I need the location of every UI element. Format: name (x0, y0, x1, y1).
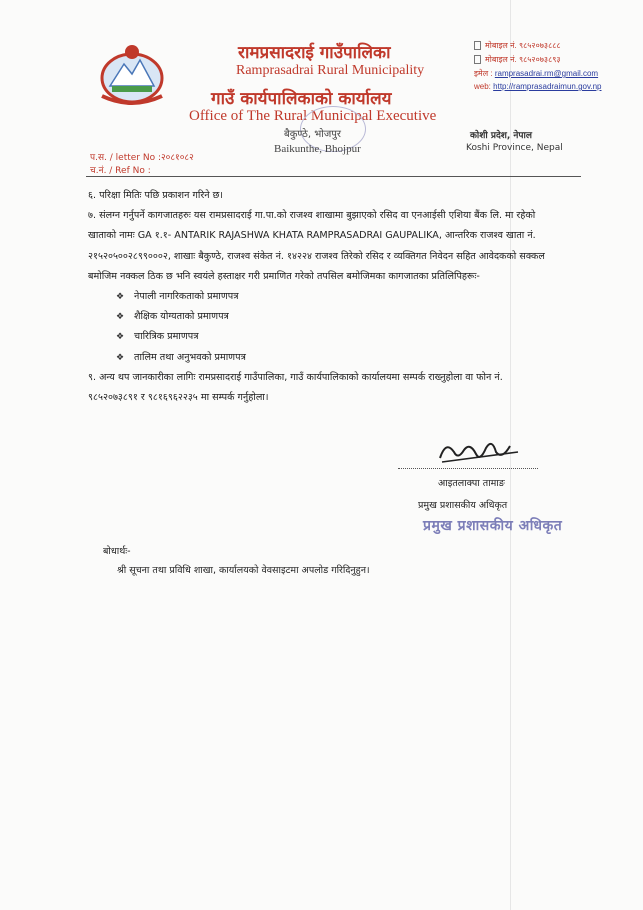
address-english: Baikunthe, Bhojpur (274, 143, 361, 155)
list-item: ❖ शैक्षिक योग्यताको प्रमाणपत्र (116, 307, 566, 327)
item-exam-date: ६. परिक्षा मितिः पछि प्रकाशन गरिने छ। (88, 190, 223, 201)
handwritten-signature (432, 432, 532, 468)
contact-phones: ९८५२०७३८९१ र ९८१६९६२२३५ मा सम्पर्क गर्नुहोला। (88, 392, 269, 404)
web-line: web: http://ramprasadraimun.gov.np (474, 82, 602, 91)
signature-line (398, 468, 538, 469)
phone-icon (474, 41, 481, 50)
address-nepali: बैकुण्ठे, भोजपुर (284, 129, 342, 140)
office-name-english: Office of The Rural Municipal Executive (189, 108, 437, 124)
province-nepali: कोशी प्रदेश, नेपाल (470, 131, 532, 141)
header-divider (86, 176, 581, 177)
nepal-emblem-icon (92, 40, 172, 110)
official-stamp: प्रमुख प्रशासकीय अधिकृत (423, 518, 563, 534)
email-line: इमेल : ramprasadrai.rm@gmail.com (474, 69, 599, 78)
list-item: ❖ चारित्रिक प्रमाणपत्र (116, 327, 566, 347)
item-documents: ७. संलग्न गर्नुपर्ने कागजातहरुः यस रामप्रसादराई गा.पा.को राजश्व शाखामा बुझाएको रसिद वा एनआईसी एशिया बैंक लि. मा रहेको खाताको नामः GA १.१- ANTARIK RAJASHWA KHATA RAMPRASADRAI GAUPALIKA, आन्तरिक राजश्व खाता नं. २१५२०५००२८९९०००२, शाखाः बैकुण्ठे, राजश्व संकेत नं. १४२२४ राजश्व तिरेको रसिद र व्यक्तिगत निवेदन सहित आवेदकको सक्कल बमोजिम नक्कल ठिक छ भनि स्वयंले हस्ताक्षर गरी प्रमाणित गरेको तपसिल बमोजिमका कागजातका प्रतिलिपिहरूः- (88, 210, 545, 282)
signatory-title: प्रमुख प्रशासकीय अधिकृत (418, 500, 508, 511)
email-link[interactable]: ramprasadrai.rm@gmail.com (494, 69, 599, 78)
phone-line-2: मोबाइल नं. ९८५२०७३८९३ (474, 54, 561, 65)
province-english: Koshi Province, Nepal (466, 143, 563, 153)
office-name-nepali: गाउँ कार्यपालिकाको कार्यालय (211, 89, 392, 109)
documents-list (88, 287, 566, 368)
cc-recipient: श्री सूचना तथा प्रविधि शाखा, कार्यालयको वेवसाइटमा अपलोड गरिदिनुहुन। (117, 565, 370, 576)
list-item: ❖ तालिम तथा अनुभवको प्रमाणपत्र (116, 348, 566, 368)
municipality-name-english: Ramprasadrai Rural Municipality (236, 63, 425, 78)
phone-icon (474, 55, 481, 64)
phone-line-1: मोबाइल नं. ९८५२०७३८८८ (474, 40, 561, 51)
item-contact: ९. अन्य थप जानकारीका लागिः रामप्रसादराई गाउँपालिका, गाउँ कार्यपालिकाको कार्यालयमा सम्पर्क राख्नुहोला वा फोन नं. (88, 371, 503, 383)
cc-label: बोधार्थः- (103, 546, 131, 557)
municipality-name-nepali: रामप्रसादराई गाउँपालिका (238, 43, 391, 63)
letter-number: प.स. / letter No :२०८१०८२ (90, 153, 194, 163)
website-link[interactable]: http://ramprasadraimun.gov.np (493, 82, 602, 91)
reference-number: च.नं. / Ref No : (90, 166, 151, 176)
letter-body (88, 186, 566, 408)
signatory-name: आइतलाक्पा तामाङ (438, 478, 505, 489)
list-item: ❖ नेपाली नागरिकताको प्रमाणपत्र (116, 287, 566, 307)
